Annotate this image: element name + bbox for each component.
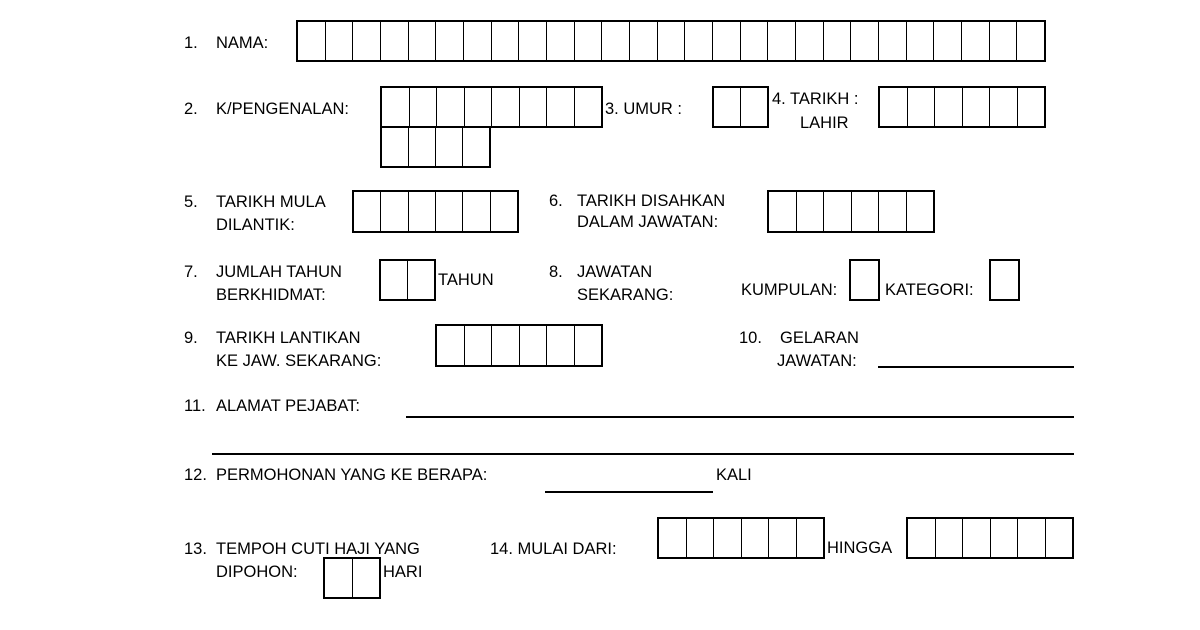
- field-2-label: K/PENGENALAN:: [216, 100, 349, 118]
- kategori-input-box[interactable]: [989, 259, 1020, 301]
- input-cell[interactable]: [796, 519, 824, 557]
- mulai-dari-input-boxes[interactable]: [657, 517, 825, 559]
- input-cell[interactable]: [878, 192, 906, 231]
- input-cell[interactable]: [878, 22, 906, 60]
- field-7-number: 7.: [184, 263, 198, 281]
- alamat-pejabat-line-2[interactable]: [212, 453, 1074, 455]
- input-cell[interactable]: [325, 559, 352, 597]
- input-cell[interactable]: [768, 519, 796, 557]
- input-cell[interactable]: [880, 88, 907, 126]
- gelaran-jawatan-line[interactable]: [878, 366, 1074, 368]
- input-cell[interactable]: [408, 128, 435, 166]
- input-cell[interactable]: [601, 22, 629, 60]
- input-cell[interactable]: [380, 22, 408, 60]
- input-cell[interactable]: [408, 22, 436, 60]
- input-cell[interactable]: [906, 22, 934, 60]
- input-cell[interactable]: [491, 22, 519, 60]
- input-cell[interactable]: [462, 128, 489, 166]
- input-cell[interactable]: [989, 88, 1017, 126]
- input-cell[interactable]: [823, 22, 851, 60]
- alamat-pejabat-line-1[interactable]: [406, 416, 1074, 418]
- input-cell[interactable]: [490, 192, 517, 231]
- input-cell[interactable]: [462, 192, 489, 231]
- input-cell[interactable]: [740, 88, 767, 126]
- jumlah-tahun-input-boxes[interactable]: [379, 259, 436, 301]
- input-cell[interactable]: [795, 22, 823, 60]
- input-cell[interactable]: [408, 192, 435, 231]
- input-cell[interactable]: [933, 22, 961, 60]
- tarikh-mula-input-boxes[interactable]: [352, 190, 519, 233]
- input-cell[interactable]: [740, 22, 768, 60]
- input-cell[interactable]: [574, 88, 602, 126]
- input-cell[interactable]: [712, 22, 740, 60]
- input-cell[interactable]: [519, 88, 547, 126]
- input-cell[interactable]: [436, 88, 464, 126]
- nama-input-boxes[interactable]: [296, 20, 1046, 62]
- input-cell[interactable]: [407, 261, 434, 299]
- input-cell[interactable]: [713, 519, 741, 557]
- input-cell[interactable]: [435, 128, 462, 166]
- input-cell[interactable]: [714, 88, 740, 126]
- umur-input-boxes[interactable]: [712, 86, 769, 128]
- input-cell[interactable]: [435, 22, 463, 60]
- field-5-label-line2: DILANTIK:: [216, 216, 295, 234]
- input-cell[interactable]: [491, 88, 519, 126]
- input-cell[interactable]: [935, 519, 963, 557]
- field-4-label-line2-clip: [770, 110, 880, 128]
- field-8-label-line1: JAWATAN: [577, 263, 653, 281]
- input-cell[interactable]: [382, 88, 409, 126]
- field-11-number: 11.: [184, 397, 206, 415]
- field-9-number: 9.: [184, 329, 198, 347]
- input-cell[interactable]: [796, 192, 824, 231]
- field-1-label: NAMA:: [216, 34, 269, 52]
- field-7-label-line2: BERKHIDMAT:: [216, 286, 326, 304]
- input-cell[interactable]: [435, 192, 462, 231]
- field-10-label-line1: GELARAN: [780, 329, 859, 347]
- field-9-label-line1: TARIKH LANTIKAN: [216, 329, 361, 347]
- input-cell[interactable]: [381, 261, 407, 299]
- input-cell[interactable]: [463, 22, 491, 60]
- field-6-label-line1: TARIKH DISAHKAN: [577, 192, 726, 210]
- input-cell[interactable]: [684, 22, 712, 60]
- input-cell[interactable]: [380, 192, 407, 231]
- input-cell[interactable]: [686, 519, 714, 557]
- permohonan-line[interactable]: [545, 491, 713, 493]
- field-3-label: 3. UMUR :: [605, 100, 683, 118]
- input-cell[interactable]: [990, 519, 1018, 557]
- input-cell[interactable]: [546, 88, 574, 126]
- kategori-label: KATEGORI:: [885, 281, 974, 299]
- input-cell[interactable]: [464, 326, 492, 365]
- field-5-number: 5.: [184, 193, 198, 211]
- field-1-number: 1.: [184, 34, 198, 52]
- field-4-label-line2: LAHIR: [800, 114, 849, 128]
- input-cell[interactable]: [437, 326, 464, 365]
- field-12-number: 12.: [184, 466, 207, 484]
- input-cell[interactable]: [962, 519, 990, 557]
- input-cell[interactable]: [1017, 519, 1045, 557]
- field-13-label-line2: DIPOHON:: [216, 563, 298, 581]
- input-cell[interactable]: [574, 326, 602, 365]
- input-cell[interactable]: [659, 519, 686, 557]
- tempoh-cuti-input-boxes[interactable]: [323, 557, 381, 599]
- field-12-suffix: KALI: [716, 466, 752, 484]
- input-cell[interactable]: [823, 192, 851, 231]
- field-7-suffix: TAHUN: [438, 271, 494, 289]
- input-cell[interactable]: [629, 22, 657, 60]
- input-cell[interactable]: [850, 22, 878, 60]
- ic-input-boxes-row2[interactable]: [380, 126, 491, 168]
- input-cell[interactable]: [657, 22, 685, 60]
- input-cell[interactable]: [574, 22, 602, 60]
- input-cell[interactable]: [464, 88, 492, 126]
- input-cell[interactable]: [908, 519, 935, 557]
- input-cell[interactable]: [962, 88, 990, 126]
- input-cell[interactable]: [906, 192, 934, 231]
- input-cell[interactable]: [382, 128, 408, 166]
- tarikh-lantikan-input-boxes[interactable]: [435, 324, 603, 367]
- input-cell[interactable]: [354, 192, 380, 231]
- field-10-label-line2: JAWATAN:: [777, 352, 857, 370]
- input-cell[interactable]: [989, 22, 1017, 60]
- input-cell[interactable]: [1045, 519, 1073, 557]
- field-7-label-line1: JUMLAH TAHUN: [216, 263, 342, 281]
- input-cell[interactable]: [491, 326, 519, 365]
- input-cell[interactable]: [907, 88, 935, 126]
- input-cell[interactable]: [741, 519, 769, 557]
- input-cell[interactable]: [934, 88, 962, 126]
- kumpulan-input-box[interactable]: [849, 259, 880, 301]
- input-cell[interactable]: [298, 22, 325, 60]
- input-cell[interactable]: [325, 22, 353, 60]
- tarikh-disahkan-input-boxes[interactable]: [767, 190, 935, 233]
- field-4-label: 4. TARIKH :: [772, 90, 859, 108]
- field-8-label-line2: SEKARANG:: [577, 286, 674, 304]
- input-cell[interactable]: [546, 326, 574, 365]
- kumpulan-label: KUMPULAN:: [741, 281, 838, 299]
- field-6-number: 6.: [549, 192, 563, 210]
- input-cell[interactable]: [546, 22, 574, 60]
- field-5-label-line1: TARIKH MULA: [216, 193, 326, 211]
- input-cell[interactable]: [409, 88, 437, 126]
- input-cell[interactable]: [519, 326, 547, 365]
- field-14-label: 14. MULAI DARI:: [490, 540, 617, 558]
- input-cell[interactable]: [518, 22, 546, 60]
- input-cell[interactable]: [1016, 22, 1044, 60]
- input-cell[interactable]: [769, 192, 796, 231]
- hingga-input-boxes[interactable]: [906, 517, 1074, 559]
- field-11-label: ALAMAT PEJABAT:: [216, 397, 360, 415]
- field-9-label-line2: KE JAW. SEKARANG:: [216, 352, 382, 370]
- field-2-number: 2.: [184, 100, 198, 118]
- input-cell[interactable]: [352, 559, 380, 597]
- input-cell[interactable]: [851, 192, 879, 231]
- tarikh-lahir-input-boxes[interactable]: [878, 86, 1046, 128]
- field-13-number: 13.: [184, 540, 207, 558]
- field-10-number: 10.: [739, 329, 762, 347]
- field-6-label-line2: DALAM JAWATAN:: [577, 213, 719, 231]
- input-cell[interactable]: [352, 22, 380, 60]
- field-12-label: PERMOHONAN YANG KE BERAPA:: [216, 466, 488, 484]
- input-cell[interactable]: [1017, 88, 1045, 126]
- field-13-suffix: HARI: [383, 563, 423, 581]
- hingga-label: HINGGA: [827, 539, 893, 557]
- input-cell[interactable]: [767, 22, 795, 60]
- ic-input-boxes-row1[interactable]: [380, 86, 603, 128]
- input-cell[interactable]: [961, 22, 989, 60]
- field-13-label-line1: TEMPOH CUTI HAJI YANG: [216, 540, 420, 558]
- field-8-number: 8.: [549, 263, 563, 281]
